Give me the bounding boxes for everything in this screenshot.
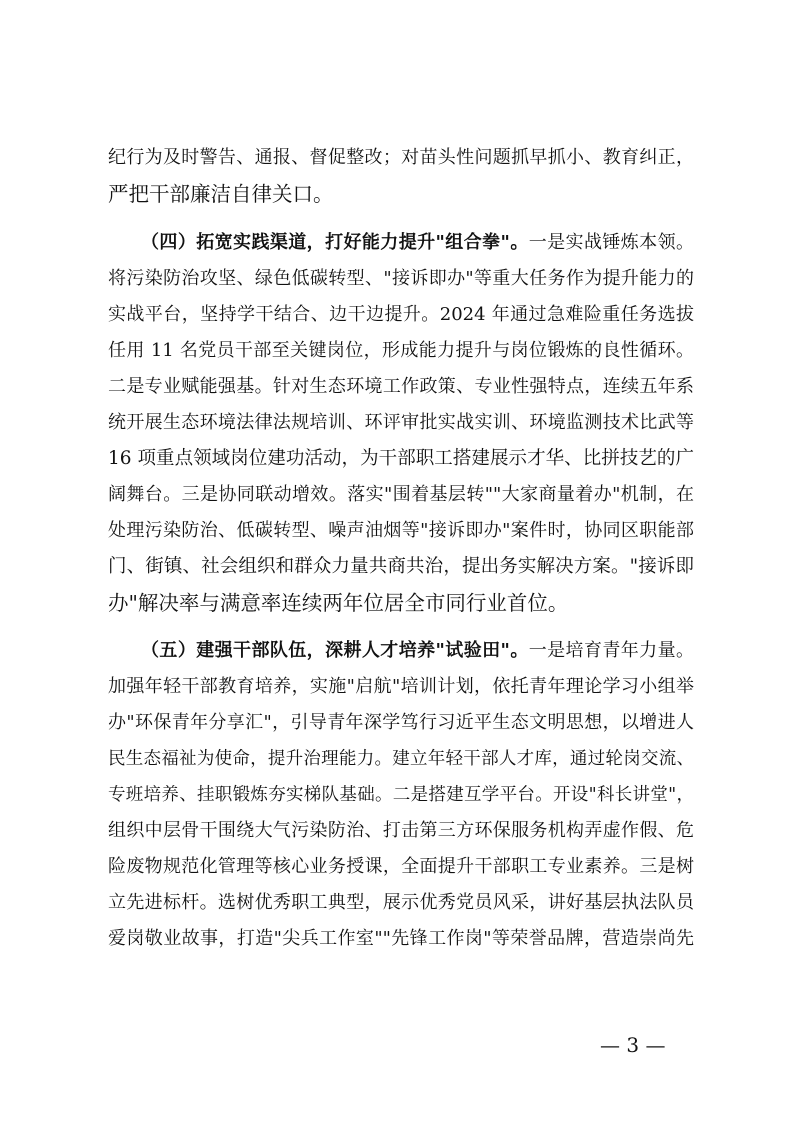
text-line: 组织中层骨干围绕大气污染防治、打击第三方环保服务机构弄虚作假、危: [108, 820, 694, 841]
text-line: 纪行为及时警告、通报、督促整改；对苗头性问题抓早抓小、教育纠正，: [108, 147, 694, 168]
text-line: 将污染防治攻坚、绿色低碳转型、"接诉即办"等重大任务作为提升能力的: [108, 268, 694, 289]
text-line: 立先进标杆。选树优秀职工典型，展示优秀党员风采，讲好基层执法队员: [108, 892, 694, 913]
text-line: 爱岗敬业故事，打造"尖兵工作室""先锋工作岗"等荣誉品牌，营造崇尚先: [108, 928, 694, 949]
text-line: 办"环保青年分享汇"，引导青年深学笃行习近平生态文明思想，以增进人: [108, 712, 694, 733]
text-line: 门、街镇、社会组织和群众力量共商共治，提出务实解决方案。"接诉即: [108, 556, 694, 577]
text-line: 险废物规范化管理等核心业务授课，全面提升干部职工专业素养。三是树: [108, 856, 694, 877]
text-line: 处理污染防治、低碳转型、噪声油烟等"接诉即办"案件时，协同区职能部: [108, 520, 694, 541]
text-line: 阔舞台。三是协同联动增效。落实"围着基层转""大家商量着办"机制，在: [108, 484, 694, 505]
section-4-heading: （四）拓宽实践渠道，打好能力提升"组合拳"。: [141, 232, 529, 253]
section-5-first-line: [141, 633, 694, 669]
text-line: 实战平台，坚持学干结合、边干边提升。2024 年通过急难险重任务选拔: [108, 304, 694, 325]
text-line: 加强年轻干部教育培养，实施"启航"培训计划，依托青年理论学习小组举: [108, 676, 694, 697]
text-line: 专班培养、挂职锻炼夯实梯队基础。二是搭建互学平台。开设"科长讲堂"，: [108, 785, 694, 805]
page-number: — 3 —: [600, 1033, 666, 1057]
text-line: 民生态福祉为使命，提升治理能力。建立年轻干部人才库，通过轮岗交流、: [108, 749, 694, 769]
text-line: 二是专业赋能强基。针对生态环境工作政策、专业性强特点，连续五年系: [108, 376, 694, 397]
text-line: 严把干部廉洁自律关口。: [108, 182, 334, 206]
text-line: 任用 11 名党员干部至关键岗位，形成能力提升与岗位锻炼的良性循环。: [108, 340, 694, 361]
text-line: 16 项重点领域岗位建功活动，为干部职工搭建展示才华、比拼技艺的广: [108, 448, 694, 469]
section-4-lead: 一是实战锤炼本领。: [528, 232, 694, 253]
section-5-lead: 一是培育青年力量。: [528, 640, 694, 661]
text-line: 办"解决率与满意率连续两年位居全市同行业首位。: [108, 591, 569, 615]
text-line: 统开展生态环境法律法规培训、环评审批实战实训、环境监测技术比武等: [108, 412, 694, 433]
section-5-heading: （五）建强干部队伍，深耕人才培养"试验田"。: [141, 640, 529, 661]
section-4-first-line: [141, 225, 694, 261]
